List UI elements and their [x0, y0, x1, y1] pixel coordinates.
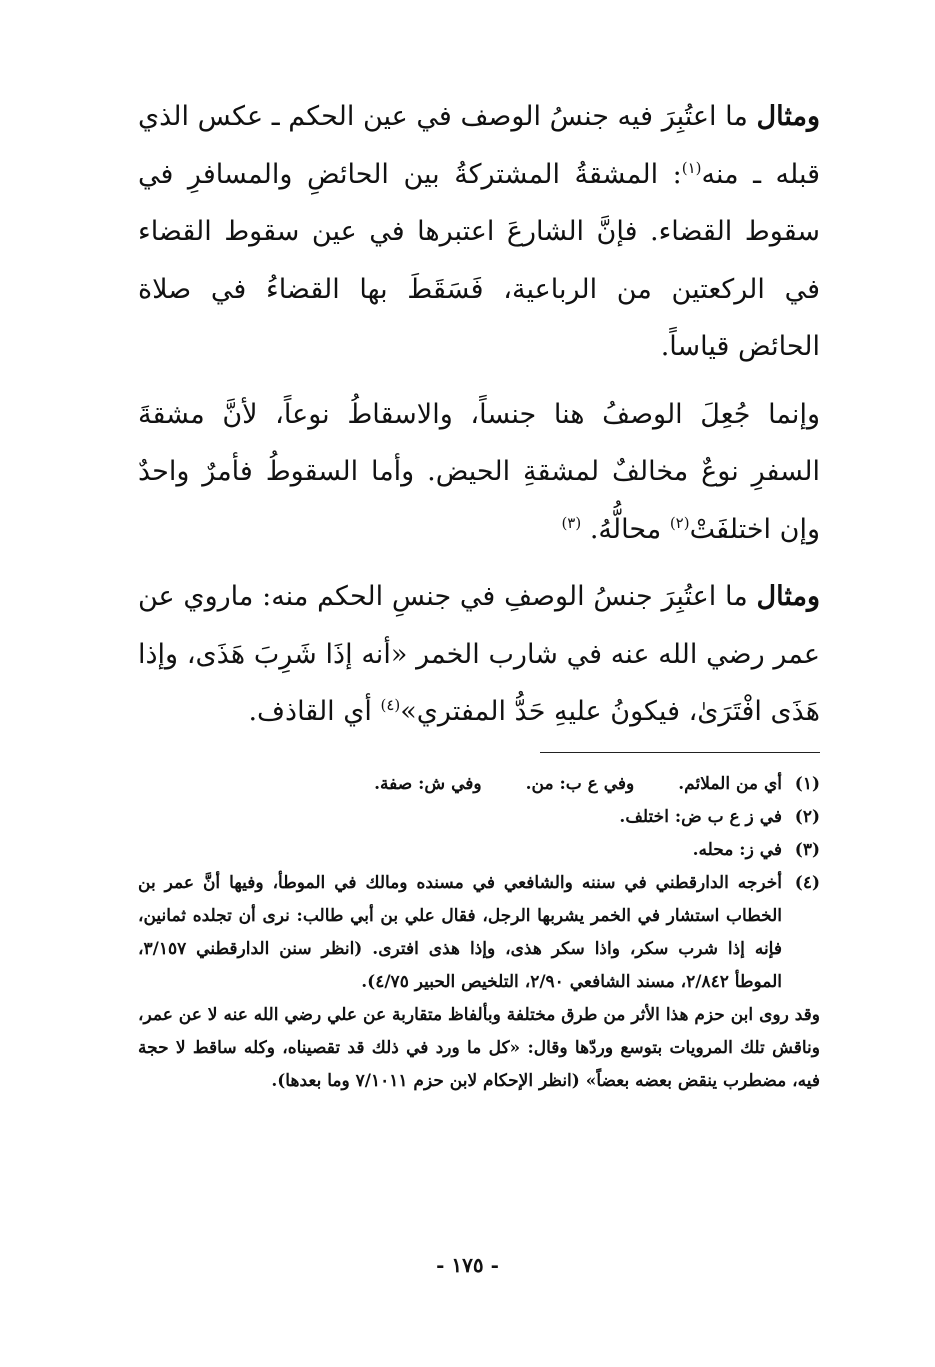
footnote-4-continuation: وقد روى ابن حزم هذا الأثر من طرق مختلفة وبألفاظ متقاربة عن علي رضي الله عنه لا عن عمر، وناقش تلك المرويات بتوسع وردّها وقال: «كل ما ورد في ذلك قد تقصيناه، وكله ساقط لا حجة فيه، مضطرب ينقض بعضه بعضاً» (انظر الإحكام لابن حزم ٧/١٠١١ وما بعدها).: [138, 1005, 820, 1091]
paragraph-1-text-b: : المشقةُ المشتركةُ بين الحائضِ والمسافرِ في سقوط القضاء. فإنَّ الشارعَ اعتبرها في عين سقوط القضاء في الركعتين من الرباعية، فَسَقَطَ بها القضاءُ في صلاة الحائض قياساً.: [138, 158, 820, 362]
paragraph-1: [138, 88, 820, 376]
main-text: [138, 88, 820, 741]
footnote-ref-2: (٢): [669, 513, 690, 532]
paragraph-3-text-b: أي القاذف.: [248, 696, 381, 727]
footnote-ref-3: (٣): [561, 513, 582, 532]
footnotes: [138, 768, 820, 1098]
paragraph-1-text-a: ما اعتُبِرَ فيه جنسُ الوصف في عين الحكم ـ عكس الذي قبله ـ منه: [138, 101, 820, 190]
footnote-body: في ز ع ب ض: اختلف.: [619, 807, 782, 827]
paragraph-2-text-b: محالُّهُ.: [589, 513, 670, 545]
paragraph-2: [138, 386, 820, 559]
footnote-body: أخرجه الدارقطني في سننه والشافعي في مسنده ومالك في الموطأ، وفيها أنَّ عمر بن الخطاب استشار في الخمر يشربها الرجل، فقال علي بن أبي طالب: نرى أن تجلده ثمانين، فإنه إذا شرب سكر، واذا سكر هذى، وإذا هذى افترى. (انظر سنن الدارقطني ٣/١٥٧، الموطأ ٢/٨٤٢، مسند الشافعي ٢/٩٠، التلخيص الحبير ٤/٧٥).: [138, 873, 782, 992]
footnote-1-part-1: أي من الملائم.: [678, 774, 782, 794]
paragraph-3-text-a: ما اعتُبِرَ جنسُ الوصفِ في جنسِ الحكم منه: ماروي عن عمر رضي الله عنه في شارب الخمر «أنه إذَا شَرِبَ هَذَى، وإذا هَذَى افْتَرَىٰ، فيكونُ عليهِ حَدُّ المفتري»: [138, 581, 820, 727]
footnote-separator: [540, 752, 820, 753]
footnote-3: [138, 834, 820, 867]
footnote-1: [138, 768, 820, 801]
page-number: - ١٧٥ -: [436, 1253, 499, 1277]
footnote-number: (٣): [794, 840, 820, 860]
example-lead-word: ومثال: [756, 101, 820, 132]
example-lead-word: ومثال: [756, 581, 820, 612]
footnote-body: [138, 768, 782, 801]
footnote-1-part-2: وفي ع ب: من.: [525, 774, 635, 794]
footnote-1-part-3: وفي ش: صفة.: [374, 774, 482, 794]
footnote-2: [138, 801, 820, 834]
footnote-ref-1: (١): [681, 158, 702, 177]
paragraph-3: [138, 568, 820, 741]
footnote-number: (١): [794, 774, 820, 794]
paragraph-2-text-a: وإنما جُعِلَ الوصفُ هنا جنساً، والاسقاطُ نوعاً، لأنَّ مشقةَ السفرِ نوعٌ مخالفٌ لمشقةِ الحيض. وأما السقوطُ فأمرٌ واحدٌ وإن اختلفَتْ: [138, 398, 820, 545]
footnote-number: (٤): [794, 873, 820, 893]
footnote-4: [138, 867, 820, 999]
footnote-ref-4: (٤): [380, 696, 401, 714]
footnote-number: (٢): [794, 807, 820, 827]
footnote-body: في ز: محله.: [692, 840, 782, 860]
